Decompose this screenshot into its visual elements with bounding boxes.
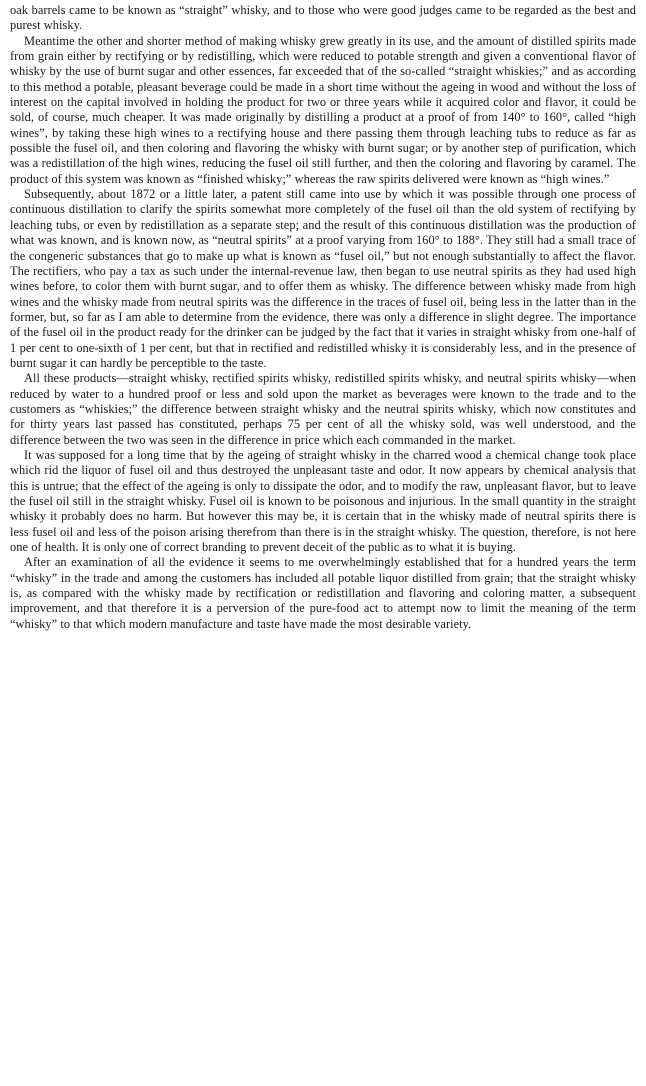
paragraph-shorter-method: Meantime the other and shorter method of making whisky grew greatly in its use, and the amount of distilled spirits made from grain either by rectifying or by redistilling, which were reduced to potable strength and given a conventional flavor of whisky by the use of burnt sugar and other essences, far exceeded that of the so-called “straight whiskies;” and as according to this method a potable, pleasant beverage could be made in a short time without the ageing in wood and without the loss of interest on the capital involved in holding the product for two or three years while it acquired color and flavor, it could be sold, of course, much cheaper. It was made originally by distilling a product at a proof of from 140° to 160°, called “high wines”, by taking these high wines to a rectifying house and there passing them through leaching tubs to reduce as far as possible the fusel oil, and then coloring and flavoring the whisky with burnt sugar; or by another step of purification, which was a redistillation of the high wines, reducing the fusel oil still further, and then the coloring and flavoring by caramel. The product of this system was known as “finished whisky;” whereas the raw spirits delivered were known as “high wines.” — [10, 33, 636, 186]
paragraph-continued: oak barrels came to be known as “straight” whisky, and to those who were good judges came to be regarded as the best and purest whisky. — [10, 3, 636, 33]
paragraph-conclusion: After an examination of all the evidence it seems to me overwhelmingly established that for a hundred years the term “whisky” in the trade and among the customers has included all potable liquor distilled from grain; that the straight whisky is, as compared with the whisky made by rectification or redistillation and flavoring and coloring matter, a subsequent improvement, and that therefore it is a perversion of the pure-food act to attempt now to limit the meaning of the term “whisky” to that which modern manufacture and taste have made the most desirable variety. — [10, 555, 636, 631]
document-page — [10, 3, 636, 632]
paragraph-all-products: All these products—straight whisky, rectified spirits whisky, redistilled spirits whisky, and neutral spirits whisky—when reduced by water to a hundred proof or less and sold upon the market as beverages were known to the trade and to the customers as “whiskies;” the difference between straight whisky and the neutral spirits whisky, which now constitutes and for thirty years last passed has constituted, perhaps 75 per cent of all the whisky sold, was well understood, and the difference between the two was seen in the difference in price which each commanded in the market. — [10, 371, 636, 447]
paragraph-ageing: It was supposed for a long time that by the ageing of straight whisky in the charred wood a chemical change took place which rid the liquor of fusel oil and thus destroyed the unpleasant taste and odor. It now appears by chemical analysis that this is untrue; that the effect of the ageing is only to dissipate the odor, and to modify the raw, unpleasant flavor, but to leave the fusel oil still in the straight whisky. Fusel oil is known to be poisonous and injurious. In the small quantity in the straight whisky it probably does no harm. But however this may be, it is certain that in the whisky made of neutral spirits there is less fusel oil and less of the poison arising therefrom than there is in the straight whisky. The question, therefore, is not here one of health. It is only one of correct branding to prevent deceit of the public as to what it is buying. — [10, 447, 636, 555]
paragraph-patent-still: Subsequently, about 1872 or a little later, a patent still came into use by which it was possible through one process of continuous distillation to clarify the spirits somewhat more completely of the fusel oil than the old system of rectifying by leaching tubs, or even by redistillation as a separate step; and the result of this continuous distillation was the production of what was known, and is known now, as “neutral spirits” at a proof varying from 160° to 188°. They still had a small trace of the congeneric substances that go to make up what is known as “fusel oil,” but not enough substantially to affect the flavor. The rectifiers, who pay a tax as such under the internal-revenue law, then began to use neutral spirits as they had used high wines before, to color them with burnt sugar, and to offer them as whisky. The difference between whisky made from high wines and the whisky made from neutral spirits was the difference in the traces of fusel oil, being less in the latter than in the former, but, so far as I am able to determine from the evidence, there was only a difference in slight degree. The importance of the fusel oil in the product ready for the drinker can be judged by the fact that it varies in straight whisky from one-half of 1 per cent to one-sixth of 1 per cent, but that in rectified and redistilled whisky it is considerably less, and in the presence of burnt sugar it can hardly be perceptible to the taste. — [10, 187, 636, 370]
